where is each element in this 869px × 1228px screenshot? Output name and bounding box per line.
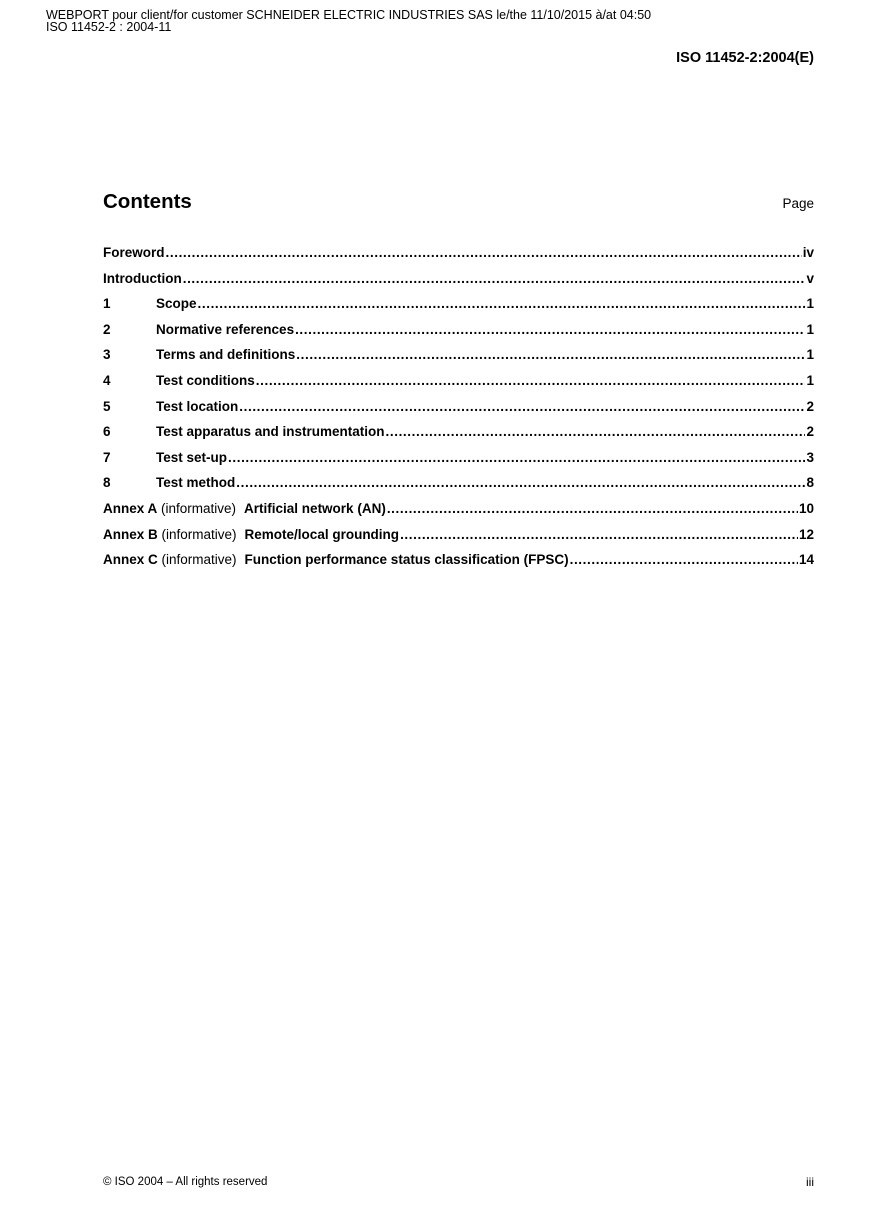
toc-clause-number: 2 (103, 321, 111, 337)
toc-annex-type: (informative) (161, 500, 237, 516)
toc-entry-annex-b[interactable] (103, 527, 814, 553)
footer-copyright: © ISO 2004 – All rights reserved (103, 1176, 268, 1188)
toc-clause-number: 3 (103, 347, 111, 363)
toc-entry-annex-a[interactable] (103, 501, 814, 527)
toc-dot-leader (400, 527, 798, 542)
toc-entry-title: Test apparatus and instrumentation (156, 424, 385, 440)
toc-annex-label: Annex B (103, 526, 158, 542)
toc-entry-introduction[interactable] (103, 271, 814, 297)
watermark-line-1: WEBPORT pour client/for customer SCHNEIDER ELECTRIC INDUSTRIES SAS le/the 11/10/2015 à/at 04:50 (46, 8, 652, 22)
toc-dot-leader (236, 475, 805, 490)
toc-entry-title: Introduction (103, 270, 182, 286)
table-of-contents (103, 245, 814, 578)
toc-entry-title: Test location (156, 398, 239, 414)
toc-entry-title: Function performance status classification (FPSC) (244, 552, 569, 568)
toc-entry-clause-7[interactable] (103, 450, 814, 476)
toc-dot-leader (296, 347, 805, 362)
watermark-line-2: ISO 11452-2 : 2004-11 (46, 20, 172, 34)
toc-annex-label: Annex C (103, 552, 158, 568)
toc-clause-number: 4 (103, 372, 111, 388)
toc-entry-title: Terms and definitions (156, 347, 296, 363)
toc-entry-page: 14 (798, 552, 814, 568)
toc-entry-page: v (806, 270, 814, 286)
toc-entry-page: 2 (806, 424, 814, 440)
toc-entry-title: Test set-up (156, 449, 228, 465)
toc-entry-page: 1 (806, 321, 814, 337)
toc-entry-page: iv (802, 245, 814, 260)
toc-entry-page: 8 (806, 475, 814, 491)
contents-heading: Contents (103, 190, 192, 213)
toc-dot-leader (198, 296, 806, 311)
toc-entry-annex-c[interactable] (103, 552, 814, 578)
toc-clause-number: 6 (103, 424, 111, 440)
toc-annex-type: (informative) (161, 526, 237, 542)
toc-clause-number: 7 (103, 449, 111, 465)
toc-entry-clause-2[interactable] (103, 322, 814, 348)
document-id: ISO 11452-2:2004(E) (676, 50, 814, 66)
toc-entry-title: Artificial network (AN) (244, 500, 386, 516)
toc-entry-page: 10 (798, 500, 814, 516)
toc-dot-leader (239, 399, 805, 414)
toc-clause-number: 1 (103, 296, 111, 312)
toc-entry-clause-4[interactable] (103, 373, 814, 399)
toc-entry-title: Scope (156, 296, 197, 312)
toc-entry-page: 1 (806, 372, 814, 388)
toc-entry-clause-8[interactable] (103, 475, 814, 501)
watermark (46, 9, 651, 33)
toc-entry-page: 1 (806, 347, 814, 363)
toc-dot-leader (256, 373, 806, 388)
page-column-label: Page (782, 196, 814, 211)
toc-entry-clause-1[interactable] (103, 296, 814, 322)
toc-entry-clause-5[interactable] (103, 399, 814, 425)
toc-dot-leader (570, 552, 798, 567)
toc-entry-clause-3[interactable] (103, 347, 814, 373)
toc-dot-leader (295, 322, 805, 337)
toc-annex-label: Annex A (103, 500, 158, 516)
toc-clause-number: 5 (103, 398, 111, 414)
toc-entry-page: 1 (806, 296, 814, 312)
toc-entry-page: 3 (806, 449, 814, 465)
toc-entry-title: Foreword (103, 245, 165, 260)
toc-dot-leader (166, 245, 802, 260)
toc-dot-leader (386, 424, 806, 439)
toc-annex-type: (informative) (161, 552, 237, 568)
toc-clause-number: 8 (103, 475, 111, 491)
toc-entry-page: 12 (798, 526, 814, 542)
toc-dot-leader (183, 271, 806, 286)
toc-entry-title: Test conditions (156, 372, 255, 388)
toc-dot-leader (387, 501, 798, 516)
toc-entry-title: Test method (156, 475, 236, 491)
toc-dot-leader (228, 450, 805, 465)
toc-entry-title: Normative references (156, 321, 295, 337)
toc-entry-title: Remote/local grounding (244, 526, 400, 542)
toc-entry-foreword[interactable] (103, 245, 814, 271)
toc-entry-page: 2 (806, 398, 814, 414)
footer-page-number: iii (806, 1175, 814, 1189)
toc-entry-clause-6[interactable] (103, 424, 814, 450)
